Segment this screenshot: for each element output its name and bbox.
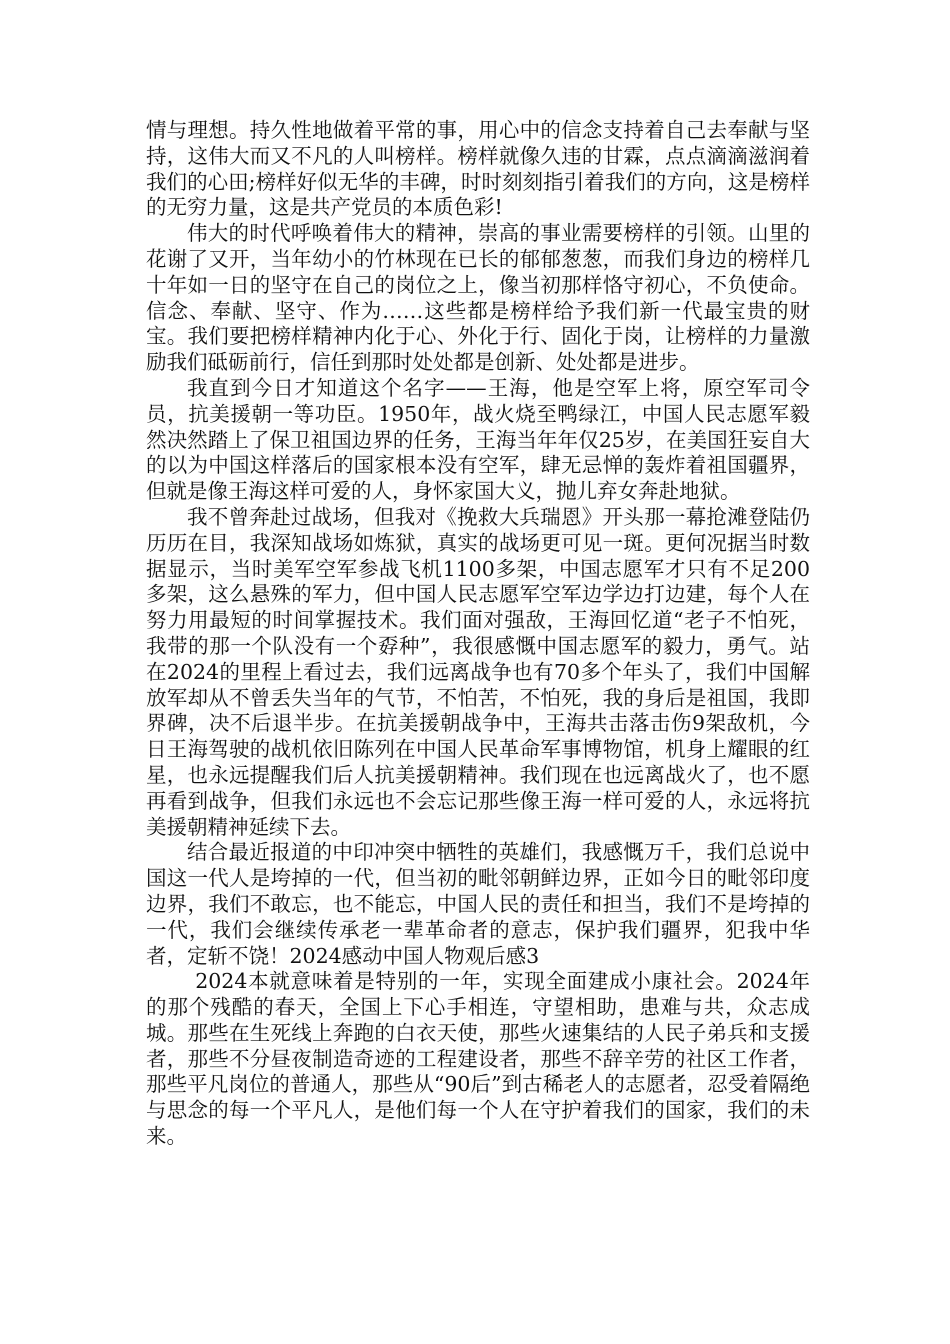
paragraph-4: 我不曾奔赴过战场，但我对《挽救大兵瑞恩》开头那一幕抢滩登陆仍历历在目，我深知战场如炼狱，真实的战场更可见一斑。更何况据当时数据显示，当时美军空军参战飞机1100多架，中国志愿军才只有不足200多架，这么悬殊的军力，但中国人民志愿军空军边学边打边建，每个人在努力用最短的时间掌握技术。我们面对强敌，王海回忆道“老子不怕死，我带的那一个队没有一个孬种”，我很感慨中国志愿军的毅力，勇气。站在2024的里程上看过去，我们远离战争也有70多个年头了，我们中国解放军却从不曾丢失当年的气节，不怕苦，不怕死，我的身后是祖国，我即界碑，决不后退半步。在抗美援朝战争中，王海共击落击伤9架敌机，今日王海驾驶的战机依旧陈列在中国人民革命军事博物馆，机身上耀眼的红星，也永远提醒我们后人抗美援朝精神。我们现在也远离战火了，也不愿再看到战争，但我们永远也不会忘记那些像王海一样可爱的人，永远将抗美援朝精神延续下去。: [146, 504, 810, 839]
paragraph-3: 我直到今日才知道这个名字——王海，他是空军上将，原空军司令员，抗美援朝一等功臣。1950年，战火烧至鸭绿江，中国人民志愿军毅然决然踏上了保卫祖国边界的任务，王海当年年仅25岁，在美国狂妄自大的以为中国这样落后的国家根本没有空军，肆无忌惮的轰炸着祖国疆界，但就是像王海这样可爱的人，身怀家国大义，抛儿弃女奔赴地狱。: [146, 375, 810, 504]
paragraph-2: 伟大的时代呼唤着伟大的精神，崇高的事业需要榜样的引领。山里的花谢了又开，当年幼小的竹林现在已长的郁郁葱葱，而我们身边的榜样几十年如一日的坚守在自己的岗位之上，像当初那样恪守初心，不负使命。信念、奉献、坚守、作为……这些都是榜样给予我们新一代最宝贵的财宝。我们要把榜样精神内化于心、外化于行、固化于岗，让榜样的力量激励我们砥砺前行，信任到那时处处都是创新、处处都是进步。: [146, 221, 810, 375]
paragraph-6: 2024本就意味着是特别的一年，实现全面建成小康社会。2024年的那个残酷的春天，全国上下心手相连，守望相助，患难与共，众志成城。那些在生死线上奔跑的白衣天使，那些火速集结的人民子弟兵和支援者，那些不分昼夜制造奇迹的工程建设者，那些不辞辛劳的社区工作者，那些平凡岗位的普通人，那些从“90后”到古稀老人的志愿者，忍受着隔绝与思念的每一个平凡人，是他们每一个人在守护着我们的国家，我们的未来。: [146, 969, 810, 1149]
paragraph-1: 情与理想。持久性地做着平常的事，用心中的信念支持着自己去奉献与坚持，这伟大而又不凡的人叫榜样。榜样就像久违的甘霖，点点滴滴滋润着我们的心田;榜样好似无华的丰碑，时时刻刻指引着我们的方向，这是榜样的无穷力量，这是共产党员的本质色彩!: [146, 118, 810, 220]
document-body: [146, 118, 810, 1150]
paragraph-5: 结合最近报道的中印冲突中牺牲的英雄们，我感慨万千，我们总说中国这一代人是垮掉的一代，但当初的毗邻朝鲜边界，正如今日的毗邻印度边界，我们不敢忘，也不能忘，中国人民的责任和担当，我们不是垮掉的一代，我们会继续传承老一辈革命者的意志，保护我们疆界，犯我中华者，定斩不饶！2024感动中国人物观后感3: [146, 840, 810, 968]
